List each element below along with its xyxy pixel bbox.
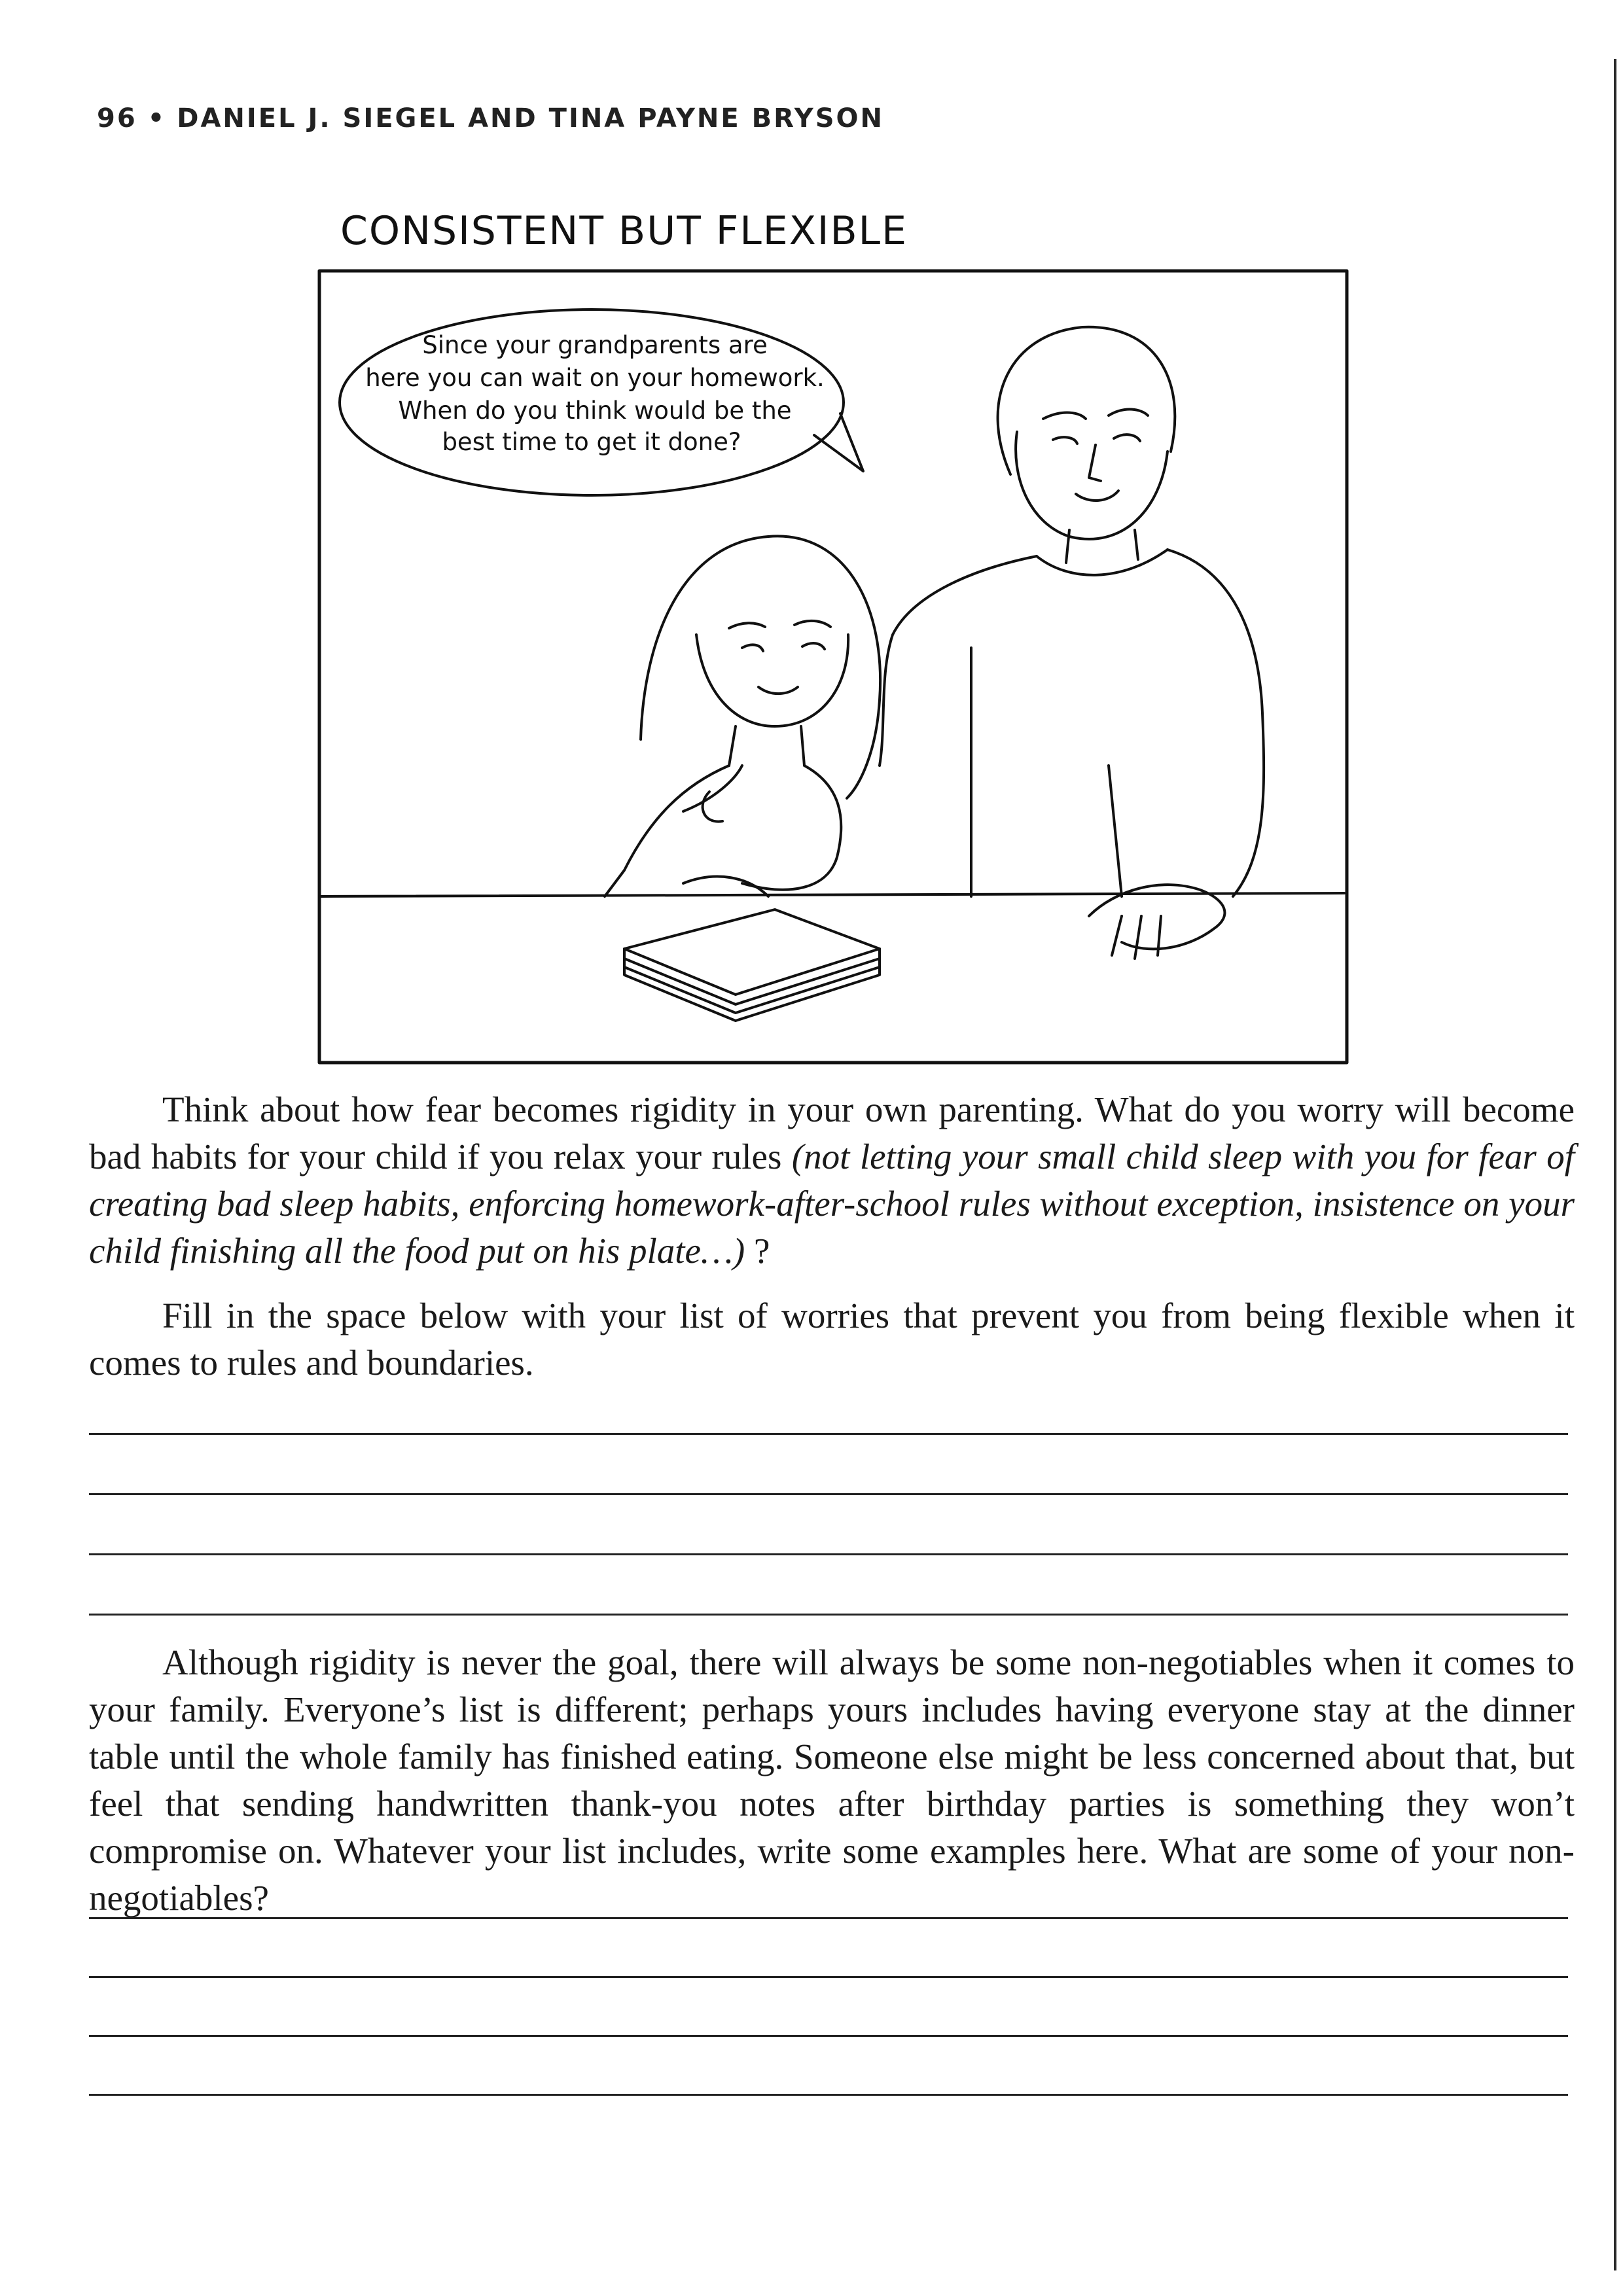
writing-line[interactable]: [89, 1614, 1568, 1616]
header-separator: •: [147, 103, 167, 133]
speech-line: When do you think would be the: [398, 397, 792, 425]
paragraph-fill-in-worries-text: Fill in the space below with your list of worries that prevent you from being flexible when it comes to rules and boundaries.: [89, 1296, 1575, 1383]
father-face: [1016, 432, 1168, 539]
father-smile: [1076, 491, 1118, 501]
paragraph-fill-in-worries: [89, 1292, 1575, 1386]
paragraph-non-negotiables: [89, 1639, 1575, 1922]
paragraph-non-negotiables-text: Although rigidity is never the goal, there will always be some non-negotiables when it comes to your family. Everyone’s list is different; perhaps yours includes having everyone stay at the dinner table until the whole family has finished eating. Someone else might be less concerned about that, but feel that sending handwritten thank-you notes after birthday parties is something they won’t compromise on. Whatever your list includes, write some examples here. What are some of your non-negotiables?: [89, 1642, 1575, 1918]
page-edge-line: [1614, 59, 1616, 2270]
comic-illustration: [317, 268, 1351, 1067]
writing-line[interactable]: [89, 1493, 1568, 1495]
comic-title: CONSISTENT BUT FLEXIBLE: [340, 208, 908, 254]
writing-line[interactable]: [89, 1433, 1568, 1435]
father-collar: [1037, 550, 1168, 575]
father-right-arm: [1168, 550, 1264, 896]
writing-line[interactable]: [89, 1976, 1568, 1978]
writing-line[interactable]: [89, 2035, 1568, 2037]
speech-line: here you can wait on your homework.: [365, 364, 825, 392]
author-names: DANIEL J. SIEGEL AND TINA PAYNE BRYSON: [177, 103, 885, 133]
father-hair: [998, 327, 1175, 474]
comic-panel: [317, 268, 1351, 1067]
paragraph-rigidity-examples: (not letting your small child sleep with you for fear of creating bad sleep habits, enforcing homework-after-school rules without exception, insistence on your child finishing all the food put on his plate…): [89, 1137, 1575, 1271]
paragraph-rigidity-intro: Think about how fear becomes rigidity in your own parenting. What do you worry will become bad habits for your child if you relax your rules: [89, 1089, 1575, 1176]
speech-line: Since your grandparents are: [422, 331, 768, 359]
writing-line[interactable]: [89, 2094, 1568, 2096]
girl-smile: [758, 687, 798, 694]
father-nose: [1089, 445, 1101, 481]
girl-figure: [605, 536, 880, 896]
book-stack: [624, 877, 880, 1021]
writing-line[interactable]: [89, 1917, 1568, 1919]
running-head: [97, 103, 884, 133]
girl-right-arm: [742, 766, 841, 890]
father-figure: [880, 327, 1264, 959]
page-number: 96: [97, 103, 137, 133]
girl-hands-on-book: [683, 877, 768, 896]
writing-line[interactable]: [89, 1553, 1568, 1555]
speech-line: best time to get it done?: [442, 428, 741, 456]
paragraph-rigidity-end: ?: [745, 1231, 770, 1271]
paragraph-rigidity: [89, 1086, 1575, 1275]
table-edge: [319, 893, 1344, 896]
speech-bubble-text: [365, 331, 825, 456]
father-left-shoulder: [880, 556, 1037, 766]
